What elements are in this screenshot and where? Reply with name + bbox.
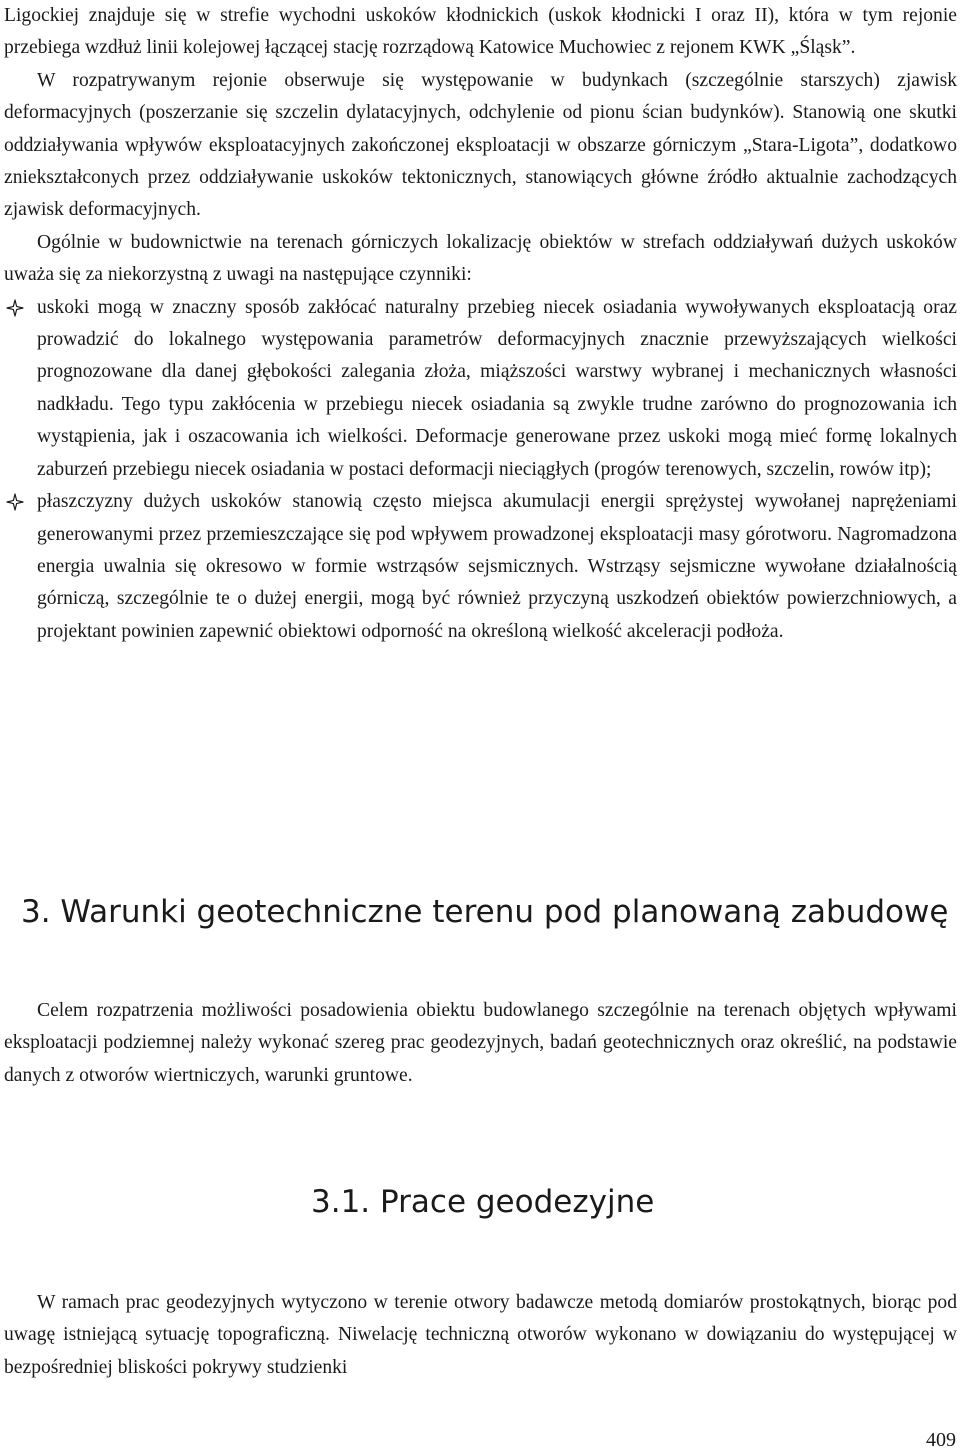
paragraph-continuation: Ligockiej znajduje się w strefie wychodni uskoków kłodnickich (uskok kłodnicki I oraz II), która w tym rejonie przebiega wzdłuż linii kolejowej łączącej stację rozrządową Katowice Muchowiec z rejonem KWK „Śląsk”.	[4, 5, 957, 59]
paragraph-fault-factors-intro: Ogólnie w budownictwie na terenach górniczych lokalizację obiektów w strefach oddziaływań dużych uskoków uważa się za niekorzystną z uwagi na następujące czynniki:	[4, 231, 957, 286]
list-item	[4, 292, 957, 486]
section-geotechnical-body	[4, 995, 957, 1092]
list-item-text: uskoki mogą w znaczny sposób zakłócać naturalny przebieg niecek osiadania wywoływanych eksploatacją oraz prowadzić do lokalnego występowania parametrów deformacyjnych znacznie przewyższających wielkości prognozowane dla danej głębokości zalegania złoża, miąższości warstwy wybranej i mechanicznych własności nadkładu. Tego typu zakłócenia w przebiegu niecek osiadania są zwykle trudne zarówno do prognozowania ich wystąpienia, jak i oszacowania ich wielkości. Deformacje generowane przez uskoki mogą mieć formę lokalnych zaburzeń przebiegu niecek osiadania w postaci deformacji nieciągłych (progów terenowych, szczelin, rowów itp);	[37, 296, 957, 480]
section-body-text	[4, 0, 957, 648]
list-item-text: płaszczyzny dużych uskoków stanowią często miejsca akumulacji energii sprężystej wywołanej naprężeniami generowanymi przez przemieszczające się pod wpływem prowadzonej eksploatacji masy górotworu. Nagromadzona energia uwalnia się okresowo w formie wstrząsów sejsmicznych. Wstrząsy sejsmiczne wywołane działalnością górniczą, szczególnie te o dużej energii, mogą być również przyczyną uszkodzeń obiektów powierzchniowych, a projektant powinien zapewnić obiektowi odporność na określoną wielkość akceleracji podłoża.	[37, 491, 957, 642]
list-item	[4, 486, 957, 648]
four-point-star-icon	[4, 292, 26, 324]
four-point-star-icon	[4, 486, 26, 518]
section-heading-geodetic-work: 3.1. Prace geodezyjne	[311, 1184, 655, 1220]
paragraph-deformation-observations: W rozpatrywanym rejonie obserwuje się występowanie w budynkach (szczególnie starszych) zjawisk deformacyjnych (poszerzanie się szczelin dylatacyjnych, odchylenie od pionu ścian budynków). Stanowią one skutki oddziaływania wpływów eksploatacyjnych zakończonej eksploatacji w obszarze górniczym „Stara-Ligota”, dodatkowo zniekształconych przez oddziaływanie uskoków tektonicznych, stanowiących główne źródło aktualnie zachodzących zjawisk deformacyjnych.	[4, 69, 957, 221]
paragraph-geodetic-work: W ramach prac geodezyjnych wytyczono w terenie otwory badawcze metodą domiarów prostokątnych, biorąc pod uwagę istniejącą sytuację topograficzną. Niwelację techniczną otworów wykonano w dowiązaniu do występującej w bezpośredniej bliskości pokrywy studzienki	[4, 1292, 957, 1378]
paragraph-geotechnical-intro: Celem rozpatrzenia możliwości posadowienia obiektu budowlanego szczególnie na terenach objętych wpływami eksploatacji podziemnej należy wykonać szereg prac geodezyjnych, badań geotechnicznych oraz określić, na podstawie danych z otworów wiertniczych, warunki gruntowe.	[4, 1000, 957, 1086]
page-number: 409	[926, 1429, 956, 1451]
section-heading-geotechnical: 3. Warunki geotechniczne terenu pod planowaną zabudowę	[21, 894, 949, 930]
factors-list	[4, 292, 957, 648]
section-geodetic-body	[4, 1287, 957, 1384]
